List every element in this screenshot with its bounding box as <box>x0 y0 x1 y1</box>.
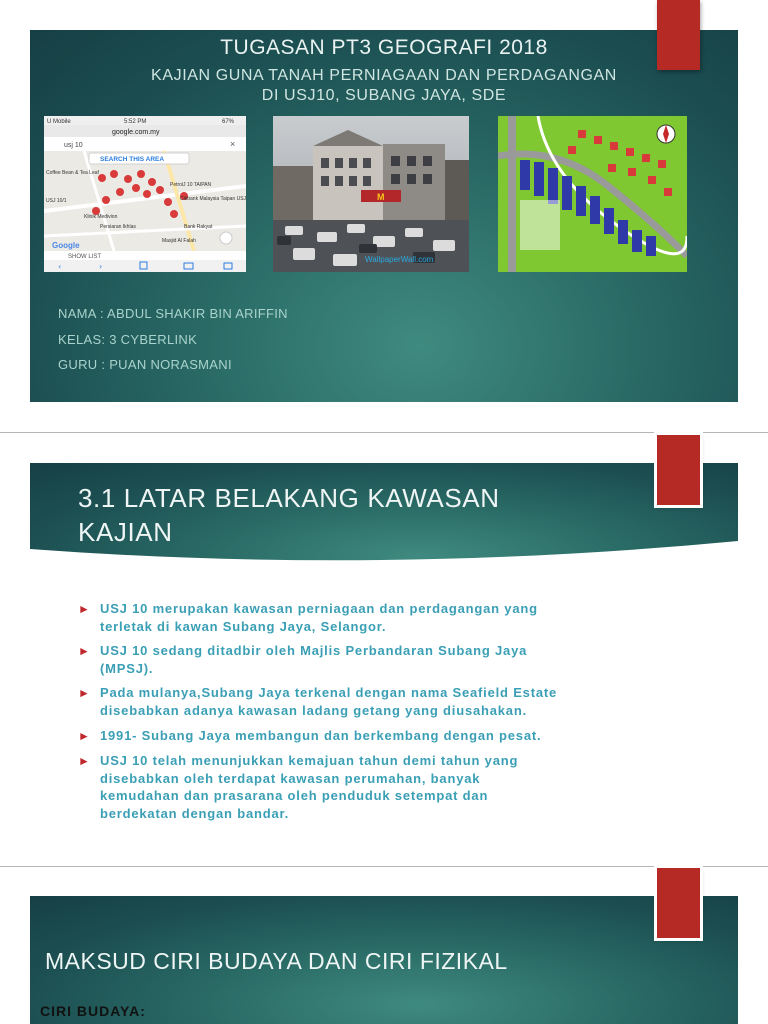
title-line: 3.1 LATAR BELAKANG KAWASAN <box>78 483 500 513</box>
map-label: PetrolJ 10 TAIPAN <box>170 182 212 188</box>
section-label: CIRI BUDAYA: <box>40 1003 146 1019</box>
photo-watermark: WallpaperWall.com <box>365 255 434 264</box>
slide-divider <box>0 432 768 433</box>
map-label: Bank Rakyat <box>184 224 213 230</box>
accent-tab <box>657 0 700 70</box>
show-list-button: SHOW LIST <box>68 254 102 260</box>
bullet-item <box>78 642 638 677</box>
street-photo <box>273 116 469 272</box>
search-query: usj 10 <box>64 142 83 149</box>
map-label: Coffee Bean & Tea Leaf <box>46 170 99 176</box>
google-logo: Google <box>52 241 80 250</box>
street-photo-graphic <box>273 116 469 272</box>
bullet-line: Pada mulanya,Subang Jaya terkenal dengan nama Seafield Estate <box>100 685 558 700</box>
background-slide <box>30 463 738 863</box>
map-label: Citibank Malaysia Taipan USJ <box>180 196 246 202</box>
bullet-line: USJ 10 merupakan kawasan perniagaan dan perdagangan yang <box>100 601 538 616</box>
student-class: KELAS: 3 CYBERLINK <box>58 332 198 347</box>
slide-divider <box>0 866 768 867</box>
map-label: Klinik Medivion <box>84 214 118 220</box>
phone-map-graphic <box>44 116 246 272</box>
bullet-line: disebabkan adanya kawasan ladang getang yang diusahakan. <box>100 702 527 718</box>
triangle-right-icon: ► <box>78 754 91 768</box>
svg-text:M: M <box>377 192 385 202</box>
status-carrier: U Mobile <box>47 119 71 125</box>
status-time: 5:52 PM <box>124 119 147 125</box>
bullet-line: USJ 10 telah menunjukkan kemajuan tahun demi tahun yang <box>100 753 519 768</box>
title-slide <box>30 30 738 402</box>
map-label: Persiaran Ikhlas <box>100 224 136 230</box>
slide-title: MAKSUD CIRI BUDAYA DAN CIRI FIZIKAL <box>45 948 508 974</box>
subtitle-line: KAJIAN GUNA TANAH PERNIAGAAN DAN PERDAGANGAN <box>151 67 617 84</box>
triangle-right-icon: ► <box>78 644 91 658</box>
forward-icon: › <box>99 262 103 271</box>
teacher-name: GURU : PUAN NORASMANI <box>58 357 232 372</box>
definition-slide <box>30 896 738 1024</box>
bullet-line: kemudahan dan prasarana oleh penduduk setempat dan <box>100 788 489 803</box>
triangle-right-icon: ► <box>78 602 91 616</box>
bullet-item <box>78 727 638 745</box>
bullet-line: 1991- Subang Jaya membangun dan berkembang dengan pesat. <box>100 728 542 743</box>
bullet-line: berdekatan dengan bandar. <box>100 805 290 821</box>
bullet-line: (MPSJ). <box>100 660 154 676</box>
slide-header-band <box>30 463 738 573</box>
bullet-item <box>78 752 638 822</box>
bullet-item <box>78 600 638 635</box>
bullet-line: disebabkan oleh terdapat kawasan perumahan, banyak <box>100 770 481 786</box>
slide-subtitle <box>30 66 738 106</box>
accent-tab <box>657 868 700 938</box>
land-use-map-graphic <box>498 116 687 272</box>
land-use-map <box>498 116 687 272</box>
title-line: KAJIAN <box>78 517 173 547</box>
slide-title <box>78 481 500 549</box>
triangle-right-icon: ► <box>78 729 91 743</box>
slide-title: TUGASAN PT3 GEOGRAFI 2018 <box>220 36 548 59</box>
bullet-item <box>78 684 638 719</box>
search-area-button: SEARCH THIS AREA <box>100 156 165 163</box>
back-icon: ‹ <box>58 262 62 271</box>
status-battery: 67% <box>222 119 235 125</box>
accent-tab <box>657 435 700 505</box>
bullet-line: terletak di kawan Subang Jaya, Selangor. <box>100 618 387 634</box>
close-icon: × <box>230 139 236 149</box>
map-label: USJ 10/1 <box>46 198 67 204</box>
subtitle-line: DI USJ10, SUBANG JAYA, SDE <box>261 87 507 104</box>
phone-map-screenshot <box>44 116 246 272</box>
triangle-right-icon: ► <box>78 686 91 700</box>
student-name: NAMA : ABDUL SHAKIR BIN ARIFFIN <box>58 306 288 321</box>
map-label: Masjid Al Falah <box>162 238 196 244</box>
bullet-line: USJ 10 sedang ditadbir oleh Majlis Perbandaran Subang Jaya <box>100 643 528 658</box>
url-text: google.com.my <box>112 129 160 136</box>
